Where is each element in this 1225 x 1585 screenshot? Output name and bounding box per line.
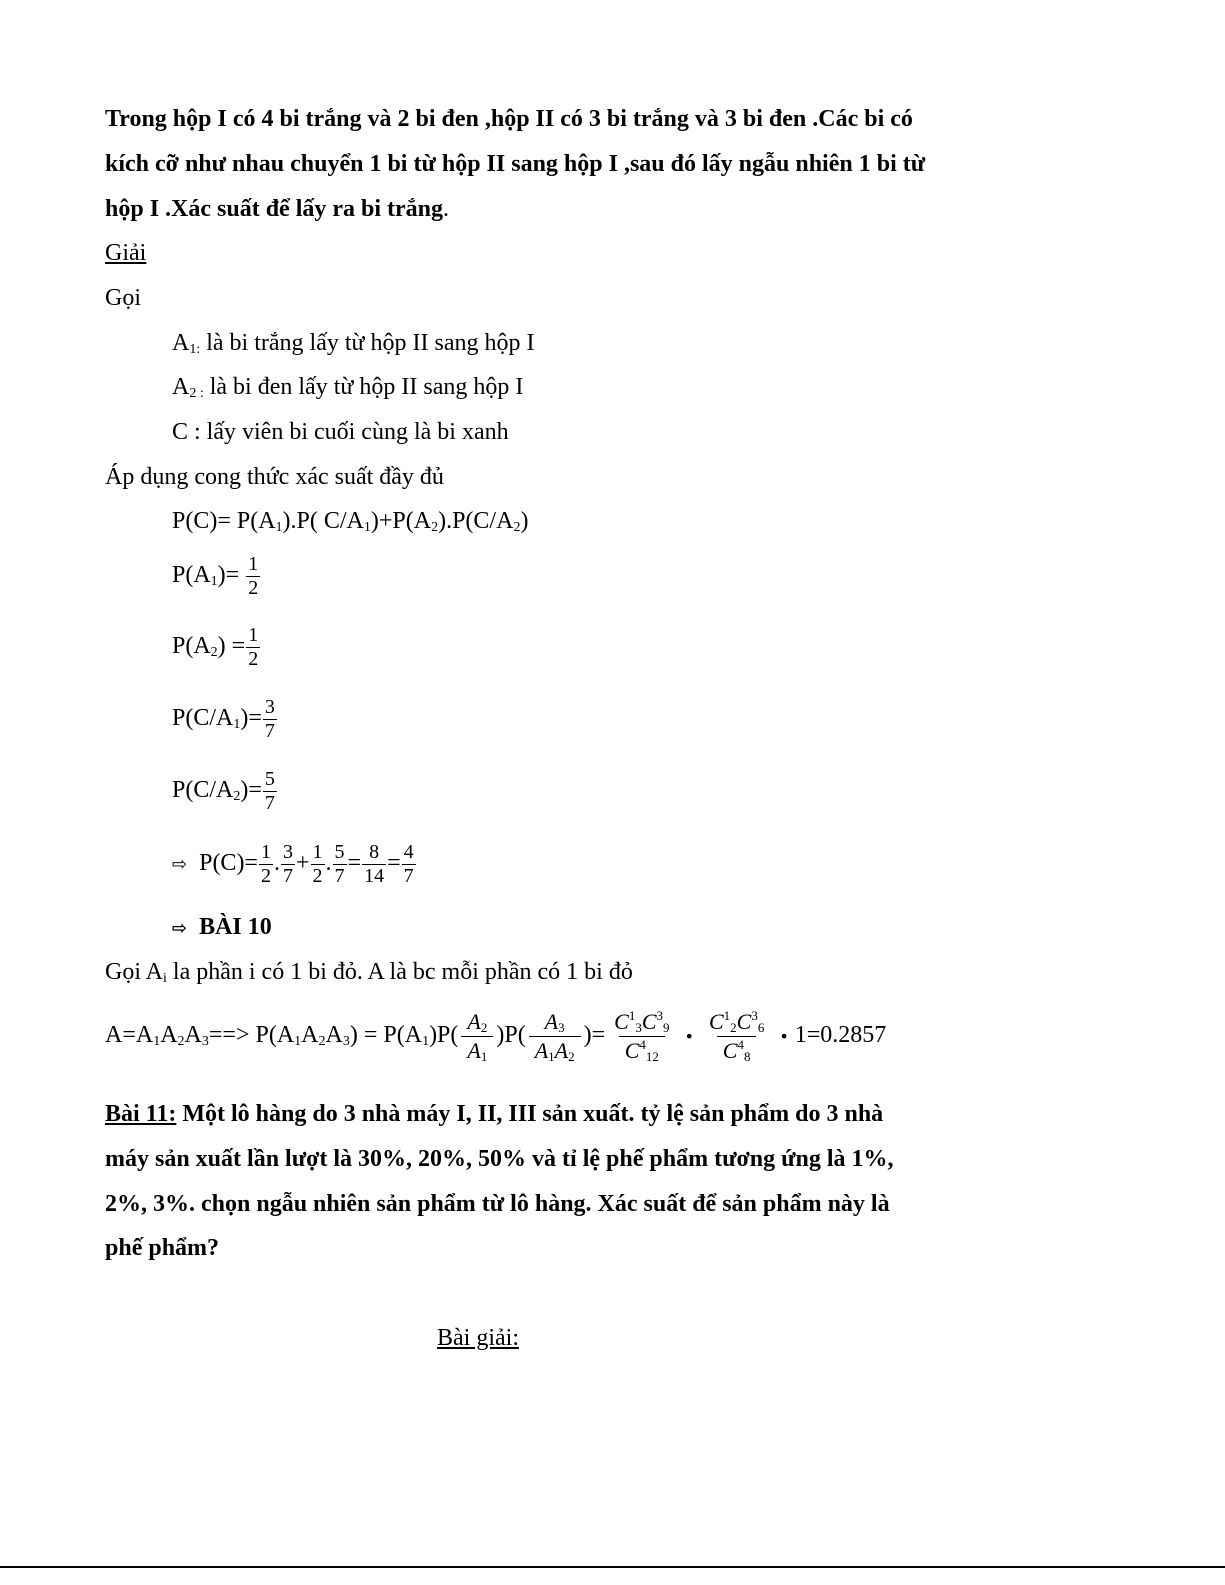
pca2-fraction: $\frac{5}{7}$ <box>264 768 275 814</box>
pca1-formula: $P(C/A_1)=$ $\frac{3}{7}$ <box>172 696 275 742</box>
fraction-combination-2: $\frac{C^1_2C^3_6}{C^4_8}$ <box>708 1008 765 1064</box>
bai11-line-2: máy sản xuất lần lượt là 30%, 20%, 50% và tỉ lệ phế phẩm tương ứng là 1%, <box>105 1146 894 1172</box>
fraction-a2-a1: $\frac{A_2}{A_1}$ <box>461 1008 493 1065</box>
bai11-line-3: 2%, 3%. chọn ngẫu nhiên sản phẩm từ lô hàng. Xác suất để sản phẩm này là <box>105 1191 890 1217</box>
bai10-goi: Gọi $A_i$ la phần i có 1 bi đỏ. A là bc mỗi phần có 1 bi đỏ <box>105 959 633 986</box>
pa1-formula: $P(A_1)=$ $\frac{1}{2}$ <box>172 553 259 599</box>
pc-formula: $P(C)= P(A_1).P$( $C/A_1)+P(A_2).P(C/A_2)$ <box>172 508 529 535</box>
bai11-line-1: Bài 11: Một lô hàng do 3 nhà máy I, II, III sản xuất. tỷ lệ sản phẩm do 3 nhà <box>105 1101 884 1127</box>
bullet-dot: • <box>684 1027 694 1047</box>
pa1-fraction: $\frac{1}{2}$ <box>248 553 259 599</box>
fraction-a3-a1a2: $\frac{A_3}{A_1A_2}$ <box>529 1008 581 1065</box>
problem-line-3-text: hộp I .Xác suất để lấy ra bi trắng <box>105 196 444 222</box>
pca2-formula: $P(C/A_2)=$ $\frac{5}{7}$ <box>172 768 275 814</box>
def-c: C : lấy viên bi cuối cùng là bi xanh <box>172 419 509 445</box>
pca1-fraction: $\frac{3}{7}$ <box>264 696 275 742</box>
solution-heading: Giải <box>105 240 147 266</box>
problem-line-3-end: . <box>443 196 450 222</box>
bai11-label: Bài 11: <box>105 1101 177 1127</box>
bullet-dot: • <box>779 1027 789 1047</box>
page-bottom-rule <box>0 1566 1225 1568</box>
def-a1: $A_{1:}$ là bi trắng lấy từ hộp II sang hộp I <box>172 330 535 357</box>
bai11-solution-heading: Bài giải: <box>437 1325 519 1351</box>
pc-result: ⇨ P(C)= $\frac{1}{2}$ . $\frac{3}{7}$ + $\frac{1}{2}$ . $\frac{5}{7}$ = $\frac{8}{14}$ = $\frac{4}{7}$ <box>172 841 414 887</box>
problem-line-3 <box>105 194 449 224</box>
arrow-right-icon: ⇨ <box>172 918 188 939</box>
def-a2: $A_{2 :}$ là bi đen lấy từ hộp II sang hộp I <box>172 374 524 401</box>
fraction-combination-1: $\frac{C^1_3C^3_9}{C^4_{12}}$ <box>614 1008 670 1064</box>
pa2-fraction: $\frac{1}{2}$ <box>248 624 259 670</box>
bai11-line-4: phế phẩm? <box>105 1235 220 1261</box>
problem-line-1: Trong hộp I có 4 bi trắng và 2 bi đen ,hộp II có 3 bi trắng và 3 bi đen .Các bi có <box>105 106 913 132</box>
solution-goi: Gọi <box>105 285 141 311</box>
bai10-formula: $A=A_1A_2A_3==> P(A_1A_2A_3) = P(A_1)P$( $\frac{A_2}{A_1}$ )P( $\frac{A_3}{A_1A_2}$ )= $\frac{C^1_3C^3_9}{C^4_{12}}$ • $\frac{C^1_2C^3_6}{C^4_8}$ • 1=0.2857 <box>105 1008 887 1064</box>
pa2-formula: $P(A_2)$ = $\frac{1}{2}$ <box>172 624 259 670</box>
problem-line-2: kích cỡ như nhau chuyển 1 bi từ hộp II sang hộp I ,sau đó lấy ngẫu nhiên 1 bi từ <box>105 151 926 177</box>
apply-formula-text: Áp dụng cong thức xác suất đầy đủ <box>105 464 444 490</box>
arrow-right-icon: ⇨ <box>172 854 188 876</box>
bai10-title: ⇨ BÀI 10 <box>172 914 272 940</box>
